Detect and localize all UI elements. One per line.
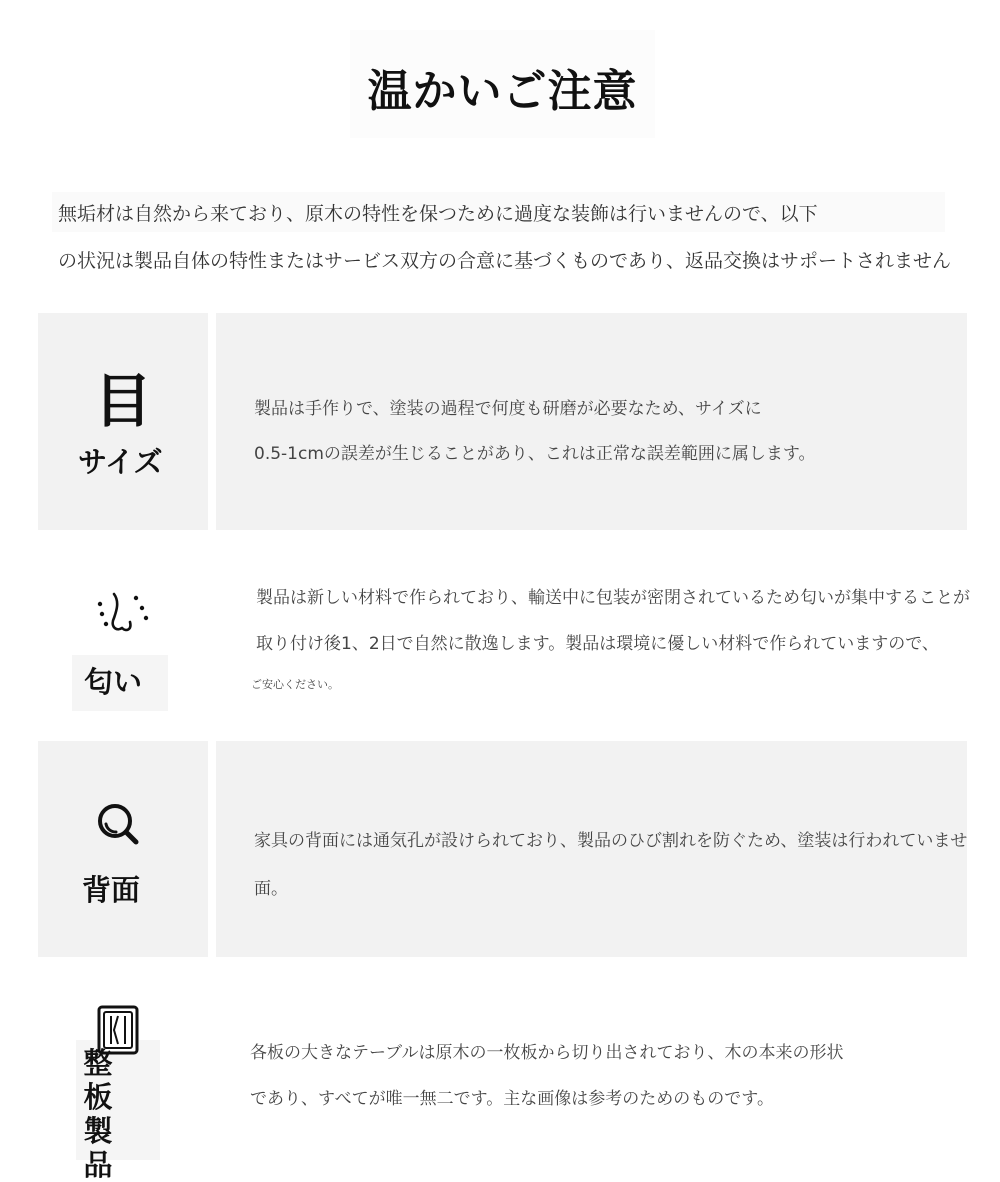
ruler-icon: 目	[93, 367, 152, 435]
magnifier-icon	[96, 802, 142, 848]
page-title: 温かいご注意	[367, 66, 638, 117]
size-text-line-1: 製品は手作りで、塗装の過程で何度も研磨が必要なため、サイズに	[254, 399, 762, 419]
size-label: サイズ	[78, 445, 163, 479]
size-text-panel	[216, 313, 967, 530]
nose-smell-icon	[92, 588, 156, 644]
back-label: 背面	[82, 873, 141, 907]
back-text-line-1: 家具の背面には通気孔が設けられており、製品のひび割れを防ぐため、塗装は行われていませ	[254, 831, 968, 851]
back-text-line-2: 面。	[254, 879, 288, 899]
title-block	[350, 30, 655, 138]
intro-line-2: の状況は製品自体の特性またはサービス双方の合意に基づくものであり、返品交換はサポートされません	[58, 250, 952, 272]
intro-line-1: 無垢材は自然から来ており、原木の特性を保つために過度な装飾は行いませんので、以下	[58, 203, 818, 225]
smell-text-line-3: ご安心ください。	[251, 678, 339, 691]
back-label-panel	[38, 741, 208, 957]
smell-text-line-1: 製品は新しい材料で作られており、輸送中に包装が密閉されているため匂いが集中することが	[256, 588, 970, 608]
slab-label: 整板製品	[83, 1046, 113, 1182]
smell-text-line-2: 取り付け後1、2日で自然に散逸します。製品は環境に優しい材料で作られていますので、	[256, 634, 939, 654]
slab-text-line-2: であり、すべてが唯一無二です。主な画像は参考のためのものです。	[250, 1089, 774, 1109]
size-text-line-2: 0.5-1cmの誤差が生じることがあり、これは正常な誤差範囲に属します。	[254, 444, 816, 464]
slab-text-line-1: 各板の大きなテーブルは原木の一枚板から切り出されており、木の本来の形状	[250, 1043, 844, 1063]
smell-label: 匂い	[84, 665, 143, 699]
